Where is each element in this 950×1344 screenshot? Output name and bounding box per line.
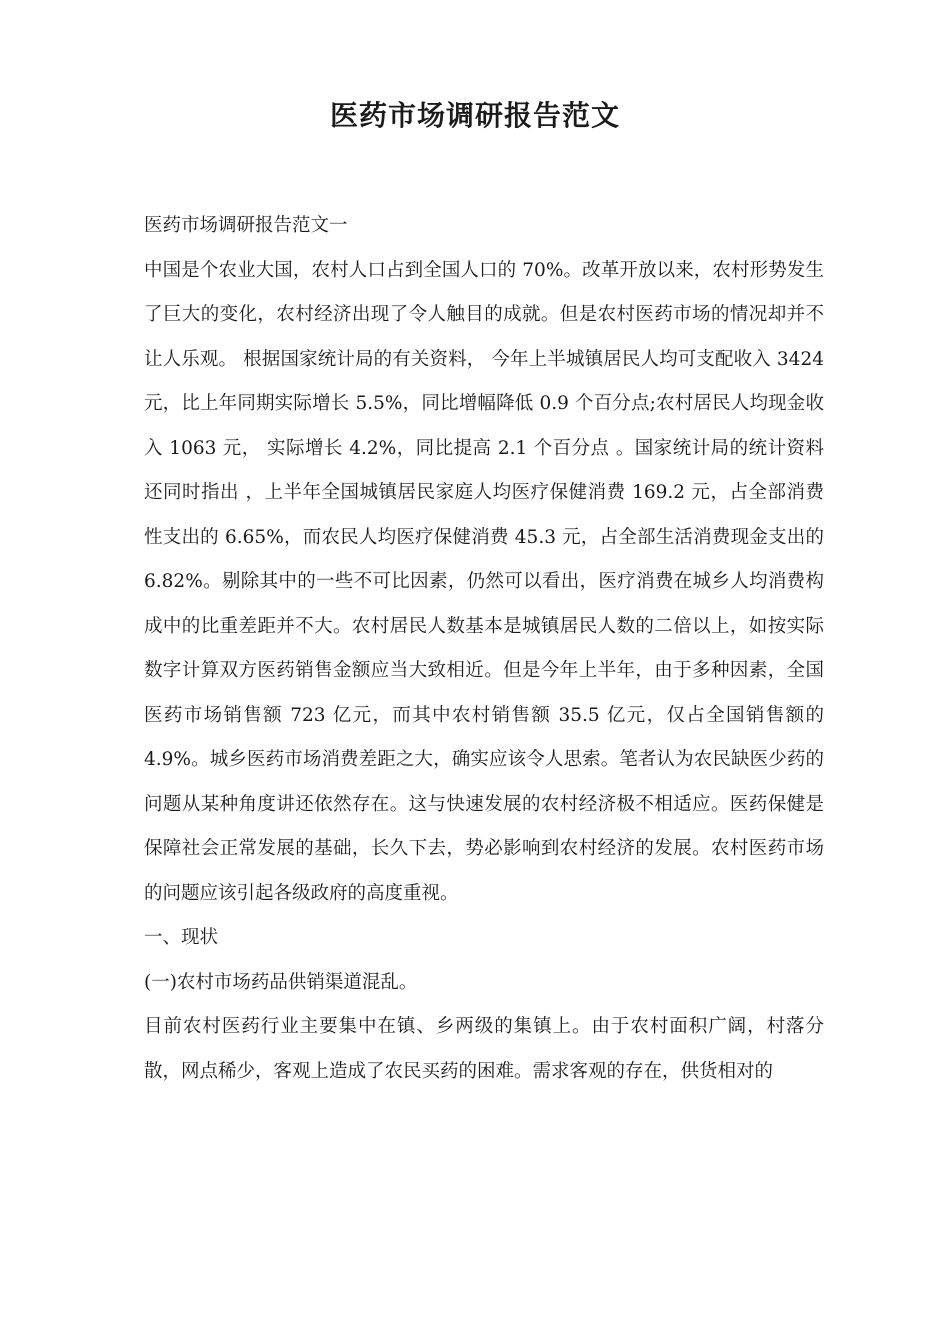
paragraph-channel: 目前农村医药行业主要集中在镇、乡两级的集镇上。由于农村面积广阔，村落分散，网点稀少，客观上造成了农民买药的困难。需求客观的存在，供货相对的 xyxy=(144,1016,824,1082)
heading-channel-chaos: (一)农村市场药品供销渠道混乱。 xyxy=(144,971,418,993)
paragraph-intro: 中国是个农业大国，农村人口占到全国人口的 70%。改革开放以来，农村形势发生了巨大的变化，农村经济出现了令人触目的成就。但是农村医药市场的情况却并不让人乐观。 根据国家统计局的有关资料， 今年上半城镇居民人均可支配收入 3424 元，比上年同期实际增长 5.5%，同比增幅降低 0.9 个百分点;农村居民人均现金收入 1063 元， 实际增长 4.2%，同比提高 2.1 个百分点 。国家统计局的统计资料还同时指出 ，上半年全国城镇居民家庭人均医疗保健消费 169.2 元，占全部消费性支出的 6.65%，而农民人均医疗保健消费 45.3 元，占全部生活消费现金支出的 6.82%。剔除其中的一些不可比因素，仍然可以看出，医疗消费在城乡人均消费构成中的比重差距并不大。农村居民人数基本是城镇居民人数的二倍以上，如按实际数字计算双方医药销售金额应当大致相近。但是今年上半年，由于多种因素，全国医药市场销售额 723 亿元，而其中农村销售额 35.5 亿元，仅占全国销售额的 4.9%。城乡医药市场消费差距之大，确实应该令人思索。笔者认为农民缺医少药的问题从某种角度讲还依然存在。这与快速发展的农村经济极不相适应。医药保健是保障社会正常发展的基础，长久下去，势必影响到农村经济的发展。农村医药市场的问题应该引起各级政府的高度重视。 xyxy=(144,259,824,904)
section-subtitle: 医药市场调研报告范文一 xyxy=(144,215,348,236)
document-title: 医药市场调研报告范文 xyxy=(329,99,620,132)
document-body xyxy=(144,204,824,1094)
heading-status: 一、现状 xyxy=(144,927,219,948)
